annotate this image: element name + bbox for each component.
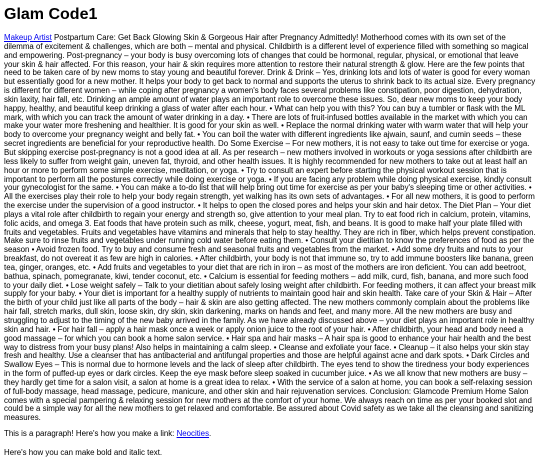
- link-paragraph-period: .: [209, 429, 212, 439]
- page-container: [0, 6, 540, 458]
- article-body: Postpartum Care: Get Back Glowing Skin & Gorgeous Hair after Pregnancy Admittedly! Motherhood comes with its own set of the dilemma of excitement & challenges, which are both – mental and physical. Childbirth is a different level of experience filled with something so magical and empowering. Post-pregnancy – your body is busy overcoming lots of changes that could be hormonal, regular, physical, or emotional that leave your skin & hair affected. For this reason, your hair & skin requires more attention to restore their natural strength & glow. Here are the few points that need to be taken care of by new moms to stay young and beautiful forever. Drink & Drink – Yes, drinking lots and lots of water is good for every woman but essentially good for a new mother. It helps your body to get back to normal and supports the uterus to shrink back to its actual size. Every pregnancy is different for different women – while coping after pregnancy a women's body faces several problems like constipation, poor digestion, dehydration, skin laxity, hair fall, etc. Drinking an ample amount of water plays an important role to overcome these issues. So, dear new moms to keep your body happy, healthy, and beautiful keep drinking a glass of water after each hour. • What can help you with this? You can buy a tumbler or flask with the ML mark, with which you can track the amount of water drinking in a day. • There are lots of fruit-infused bottles available in the market with which you can make your water more freshening and healthier. It is good for your skin as well. • Replace the normal drinking water with warm water that will help your body to overcome your pregnancy weight and belly fat. • You can boil the water with different ingredients like ajwain, saunf, and cumin seeds – these secret ingredients are beneficial for your reproductive health. Do Some Exercise – For new mothers, it is not easy to take out time for exercise or yoga. But skipping exercise post-pregnancy is not a good idea at all. As per research – new mothers involved in workouts or yoga sessions after childbirth are less likely to suffer from weight gain, uneven fat, thyroid, and other health issues. It is highly recommended for new mothers to take out at least half an hour or more to perform some simple exercise, meditation, or yoga. • Try to consult an expert before starting the physical workout session that is important to perform all the postures correctly while doing exercise or yoga. • If you are facing any problem while doing physical exercise, kindly consult your gynecologist for the same. • You can make a to-do list that will help bring out time for exercise as per your baby's sleeping time or other activities. • All the exercises play their role to help your body regain strength, yet walking has its own sets of advantages. • For all new mothers, it is good to perform the exercise under the supervision of a good instructor. • It helps to open the closed pores and helps your skin and hair detox. The Diet Plan – Your diet plays a vital role after childbirth to regain your energy and strength so, give attention to your meal plan. Try to eat food rich in calcium, protein, vitamins, folic acids, and omega 3. Eat foods that have protein such as milk, cheese, yogurt, meat, fish, and beans. It is good to make half your plate filled with fruits and vegetables. Fruits and vegetables have vitamins and minerals that help to stay healthy. They are rich in fiber, which helps prevent constipation. Make sure to rinse fruits and vegetables under running cold water before eating them. • Consult your dietitian to know the preferences of food as per the season • Avoid frozen food. Try to buy and consume fresh and seasonal fruits and vegetables from the market. • Add some dry fruits and nuts to your breakfast, do not overeat it as few are high in calories. • After childbirth, your body is not that immune so, try to add immune boosters like banana, green tea, ginger, oranges, etc. • Add fruits and vegetables to your diet that are rich in iron – as most of the mothers are iron deficient. You can add beetroot, bathua, spinach, pomegranate, kiwi, tender coconut, etc. • Calcium is essential for feeding mothers – add milk, curd, fish, banana, and more such food to your daily diet. • Lose weight safely – Talk to your dietitian about safely losing weight after childbirth. For feeding mothers, it can affect your breast milk supply for your baby. • Your diet is important for a healthy supply of nutrients to maintain good hair and skin health. Take care of your Skin & Hair – After the birth of your child just like all parts of the body – hair & skin are also getting affected. The new mothers commonly complain about the problems like hair fall, stretch marks, dull skin, loose skin, dry skin, skin darkening, marks on hands and feet, and many more. All the new mothers are busy and struggling to adjust to the timing of the new baby arrived in the family. As we have already discussed above – your diet plays an important role in healthy skin and hair. • For hair fall – apply a hair mask once a week or apply onion juice to the root of your hair. • After childbirth, your head and body need a good massage – for which you can book a home salon service. • Hair spa and hair masks – A hair spa is good to enhance your hair health and the best way to distress from your busy plans! Also helps in maintaining a calm sleep. • Cleanse and exfoliate your face. • Cleanup – it also helps your skin stay fresh and healthy. Use a cleanser that has antibacterial and antifungal properties and those are helpful against acne and dark spots. • Dark Circles and Swallow Eyes – This is normal due to hormone levels and the lack of sleep after childbirth. The eyes tend to show the tiredness your body experiences in the form of puffed-up eyes or dark circles. Keep the eye mask before sleep soaked in cucumber juice. • As we all know that new mothers are busy – they hardly get time for a salon visit, a salon at home is a great idea to relax. • With the service of a salon at home, you can book a self-relaxing session of full-body massage, head massage, pedicure, manicure, and other skin and hair rejuvenation services. Conclusion: Glamcode Premium Home Salon comes with a special pampering & relaxing session for new mothers at the comfort of your home. We always reach on time as per your booked slot and could be a simple way for all the new mothers to get relaxed and comfortable. Be assured about Covid safety as we take all the cleansing and sanitizing measures.: [4, 33, 536, 423]
- makeup-artist-link[interactable]: Makeup Artist: [4, 33, 52, 42]
- link-paragraph: [4, 430, 536, 439]
- page-title: Glam Code1: [4, 6, 98, 23]
- article-paragraph: [4, 34, 536, 423]
- formatting-paragraph: Here's how you can make bold and italic text.: [4, 447, 163, 457]
- link-paragraph-text: This is a paragraph! Here's how you make a link:: [4, 429, 177, 439]
- neocities-link[interactable]: Neocities: [176, 429, 210, 439]
